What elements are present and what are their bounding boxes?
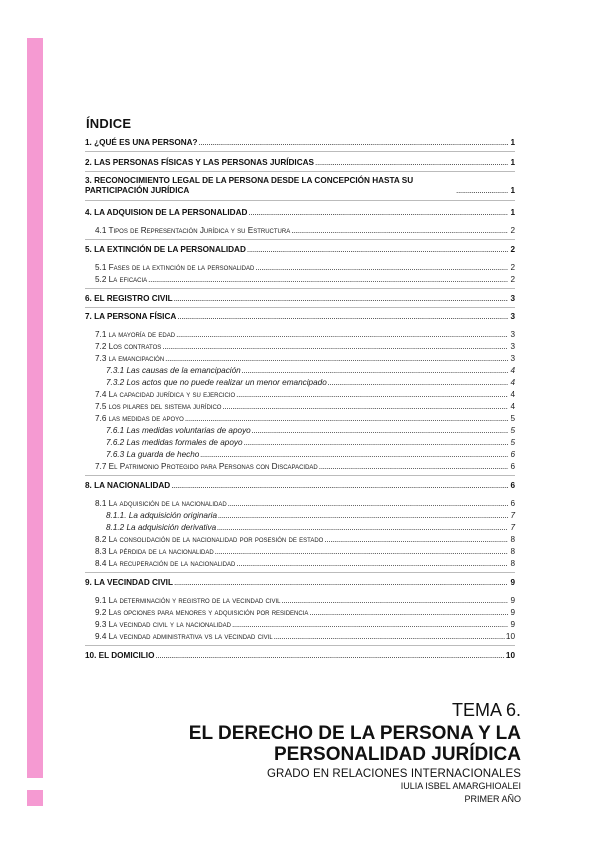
toc-page-number: 2: [510, 263, 515, 272]
toc-entry-label: 9.1 La determinación y registro de la vecindad civil: [95, 596, 281, 605]
toc-entry[interactable]: [85, 245, 515, 255]
toc-page-number: 4: [510, 366, 515, 375]
toc-entry-label: 7.6.1 Las medidas voluntarias de apoyo: [106, 426, 251, 435]
toc-entry[interactable]: [85, 511, 515, 521]
toc-leader-dots: [218, 511, 508, 521]
toc-separator: [85, 307, 515, 308]
toc-entry[interactable]: [85, 354, 515, 364]
toc-leader-dots: [222, 402, 508, 412]
toc-entry[interactable]: [85, 226, 515, 236]
toc-entry-label: 7.6.2 Las medidas formales de apoyo: [106, 438, 243, 447]
accent-side-bar: [27, 38, 43, 778]
toc-entry-label: 4.1 Tipos de Representación Jurídica y su Estructura: [95, 226, 291, 235]
toc-leader-dots: [274, 632, 505, 642]
toc-entry[interactable]: [85, 620, 515, 630]
toc-page-number: 6: [510, 450, 515, 459]
toc-page-number: 4: [510, 378, 515, 387]
toc-page-number: 2: [510, 226, 515, 235]
toc-entry[interactable]: [85, 366, 515, 376]
toc-entry-label: 8.1.1. La adquisición originaria: [106, 511, 218, 520]
toc-leader-dots: [155, 651, 504, 661]
toc-entry-label: 7.6 las medidas de apoyo: [95, 414, 184, 423]
toc-entry-label: 6. EL REGISTRO CIVIL: [85, 294, 173, 303]
toc-entry[interactable]: [85, 263, 515, 273]
document-title-line-2: PERSONALIDAD JURÍDICA: [273, 744, 521, 765]
toc-leader-dots: [217, 523, 508, 533]
toc-page-number: 5: [510, 426, 515, 435]
toc-separator: [85, 171, 515, 172]
toc-entry-label: 9.4 La vecindad administrativa vs la vecindad civil: [95, 632, 273, 641]
toc-entry-label: 2. LAS PERSONAS FÍSICAS Y LAS PERSONAS JURÍDICAS: [85, 158, 314, 167]
toc-separator: [85, 645, 515, 646]
toc-page-number: 3: [510, 354, 515, 363]
toc-entry[interactable]: [85, 481, 515, 491]
toc-page-number: 1: [510, 186, 515, 195]
toc-entry[interactable]: [85, 158, 515, 168]
toc-leader-dots: [177, 312, 508, 322]
toc-entry[interactable]: [85, 596, 515, 606]
toc-entry-label: 8.2 La consolidación de la nacionalidad por posesión de estado: [95, 535, 324, 544]
toc-leader-dots: [171, 481, 508, 491]
toc-entry[interactable]: [85, 378, 515, 388]
toc-separator: [85, 475, 515, 476]
toc-entry[interactable]: [85, 632, 515, 642]
toc-entry[interactable]: [85, 426, 515, 436]
toc-leader-dots: [255, 263, 508, 273]
toc-entry-label: 9.2 Las opciones para menores y adquisición por residencia: [95, 608, 309, 617]
document-title-line-1: EL DERECHO DE LA PERSONA Y LA: [188, 723, 521, 744]
toc-entry-label: 9. LA VECINDAD CIVIL: [85, 578, 173, 587]
toc-entry[interactable]: [85, 330, 515, 340]
toc-leader-dots: [291, 226, 508, 236]
toc-entry[interactable]: [85, 535, 515, 545]
degree-name: GRADO EN RELACIONES INTERNACIONALES: [267, 768, 521, 780]
toc-entry-label: 7.6.3 La guarda de hecho: [106, 450, 200, 459]
toc-page-number: 2: [510, 245, 515, 254]
toc-page-number: 7: [510, 511, 515, 520]
course-year: PRIMER AÑO: [464, 794, 521, 804]
toc-leader-dots: [174, 294, 508, 304]
toc-page-number: 8: [510, 559, 515, 568]
toc-separator: [85, 288, 515, 289]
toc-leader-dots: [228, 499, 508, 509]
toc-entry-label: 8.4 La recuperación de la nacionalidad: [95, 559, 236, 568]
toc-entry[interactable]: [85, 390, 515, 400]
toc-entry[interactable]: [85, 523, 515, 533]
toc-entry[interactable]: [85, 138, 515, 148]
toc-leader-dots: [215, 547, 508, 557]
toc-leader-dots: [199, 138, 508, 148]
toc-entry-label: 7.3.2 Los actos que no puede realizar un menor emancipado: [106, 378, 327, 387]
toc-entry-label: 8.1 La adquisición de la nacionalidad: [95, 499, 227, 508]
toc-entry[interactable]: [85, 414, 515, 424]
toc-page-number: 4: [510, 402, 515, 411]
toc-page-number: 4: [510, 390, 515, 399]
toc-page-number: 1: [510, 158, 515, 167]
toc-leader-dots: [165, 354, 508, 364]
toc-page-number: 9: [510, 596, 515, 605]
toc-leader-dots: [324, 535, 508, 545]
toc-entry[interactable]: [85, 294, 515, 304]
document-title: [189, 723, 521, 765]
toc-leader-dots: [252, 426, 508, 436]
toc-page-number: 2: [510, 275, 515, 284]
toc-page-number: 8: [510, 547, 515, 556]
toc-leader-dots: [315, 158, 508, 168]
toc-entry-label: 3. RECONOCIMIENTO LEGAL DE LA PERSONA DESDE LA CONCEPCIÓN HASTA SU PARTICIPACIÓN JURÍDICA: [85, 176, 414, 195]
toc-entry-label: 10. EL DOMICILIO: [85, 651, 155, 660]
toc-entry[interactable]: [85, 176, 515, 196]
toc-page-number: 3: [510, 312, 515, 321]
toc-entry-label: 9.3 La vecindad civil y la nacionalidad: [95, 620, 231, 629]
toc-entry-label: 7.3.1 Las causas de la emancipación: [106, 366, 241, 375]
toc-page-number: 5: [510, 438, 515, 447]
toc-leader-dots: [244, 438, 508, 448]
toc-entry[interactable]: [85, 342, 515, 352]
toc-leader-dots: [176, 330, 508, 340]
toc-leader-dots: [236, 390, 508, 400]
toc-leader-dots: [328, 378, 508, 388]
toc-entry-label: 5.2 La eficacia: [95, 275, 148, 284]
toc-page-number: 9: [510, 620, 515, 629]
toc-leader-dots: [309, 608, 508, 618]
toc-entry-label: 8.1.2 La adquisición derivativa: [106, 523, 217, 532]
toc-entry[interactable]: [85, 651, 515, 661]
toc-entry[interactable]: [85, 402, 515, 412]
toc-page-number: 1: [510, 138, 515, 147]
toc-entry[interactable]: [85, 450, 515, 460]
toc-page-number: 9: [510, 608, 515, 617]
toc-entry-label: 7.3 la emancipación: [95, 354, 165, 363]
toc-leader-dots: [162, 342, 508, 352]
toc-entry[interactable]: [85, 462, 515, 472]
toc-entry[interactable]: [85, 208, 515, 218]
toc-entry[interactable]: [85, 499, 515, 509]
toc-separator: [85, 200, 515, 201]
toc-leader-dots: [236, 559, 508, 569]
toc-leader-dots: [174, 578, 508, 588]
toc-page-number: 5: [510, 414, 515, 423]
toc-page-number: 3: [510, 330, 515, 339]
toc-leader-dots: [200, 450, 508, 460]
toc-page-number: 7: [510, 523, 515, 532]
toc-leader-dots: [248, 208, 508, 218]
index-title: ÍNDICE: [86, 116, 132, 131]
toc-entry[interactable]: [85, 312, 515, 322]
toc-entry-label: 5. LA EXTINCIÓN DE LA PERSONALIDAD: [85, 245, 246, 254]
toc-page-number: 10: [505, 651, 515, 660]
toc-entry-label: 7. LA PERSONA FÍSICA: [85, 312, 177, 321]
toc-entry[interactable]: [85, 547, 515, 557]
toc-leader-dots: [319, 462, 508, 472]
toc-leader-dots: [148, 275, 508, 285]
toc-entry-label: 4. LA ADQUISION DE LA PERSONALIDAD: [85, 208, 248, 217]
toc-entry-label: 8. LA NACIONALIDAD: [85, 481, 171, 490]
toc-separator: [85, 239, 515, 240]
toc-entry-label: 7.1 la mayoría de edad: [95, 330, 176, 339]
toc-entry-label: 7.5 los pilares del sistema jurídico: [95, 402, 222, 411]
cover-title-block: [189, 700, 521, 804]
toc-leader-dots: [242, 366, 508, 376]
toc-entry[interactable]: [85, 275, 515, 285]
toc-page-number: 1: [510, 208, 515, 217]
toc-entry-label: 8.3 La pérdida de la nacionalidad: [95, 547, 214, 556]
toc-entry-label: 7.4 La capacidad jurídica y su ejercicio: [95, 390, 236, 399]
toc-page-number: 9: [510, 578, 515, 587]
toc-entry[interactable]: [85, 438, 515, 448]
toc-page-number: 6: [510, 499, 515, 508]
accent-square: [27, 790, 43, 806]
toc-leader-dots: [185, 414, 508, 424]
toc-page-number: 3: [510, 342, 515, 351]
toc-entry[interactable]: [85, 578, 515, 588]
toc-leader-dots: [282, 596, 509, 606]
toc-leader-dots: [456, 186, 508, 196]
toc-page-number: 10: [505, 632, 515, 641]
topic-number: TEMA 6.: [451, 700, 521, 720]
toc-page-number: 6: [510, 481, 515, 490]
toc-entry-label: 7.2 Los contratos: [95, 342, 162, 351]
toc-entry-label: 5.1 Fases de la extinción de la personalidad: [95, 263, 255, 272]
author-name: IULIA ISBEL AMARGHIOALEI: [400, 781, 521, 791]
toc-page-number: 6: [510, 462, 515, 471]
toc-separator: [85, 151, 515, 152]
toc-entry-label: 7.7 El Patrimonio Protegido para Personas con Discapacidad: [95, 462, 318, 471]
toc-leader-dots: [247, 245, 508, 255]
toc-entry[interactable]: [85, 559, 515, 569]
toc-leader-dots: [232, 620, 508, 630]
toc-entry[interactable]: [85, 608, 515, 618]
toc-entry-label: 1. ¿QUÉ ES UNA PERSONA?: [85, 138, 198, 147]
toc-separator: [85, 572, 515, 573]
toc-page-number: 3: [510, 294, 515, 303]
toc-page-number: 8: [510, 535, 515, 544]
